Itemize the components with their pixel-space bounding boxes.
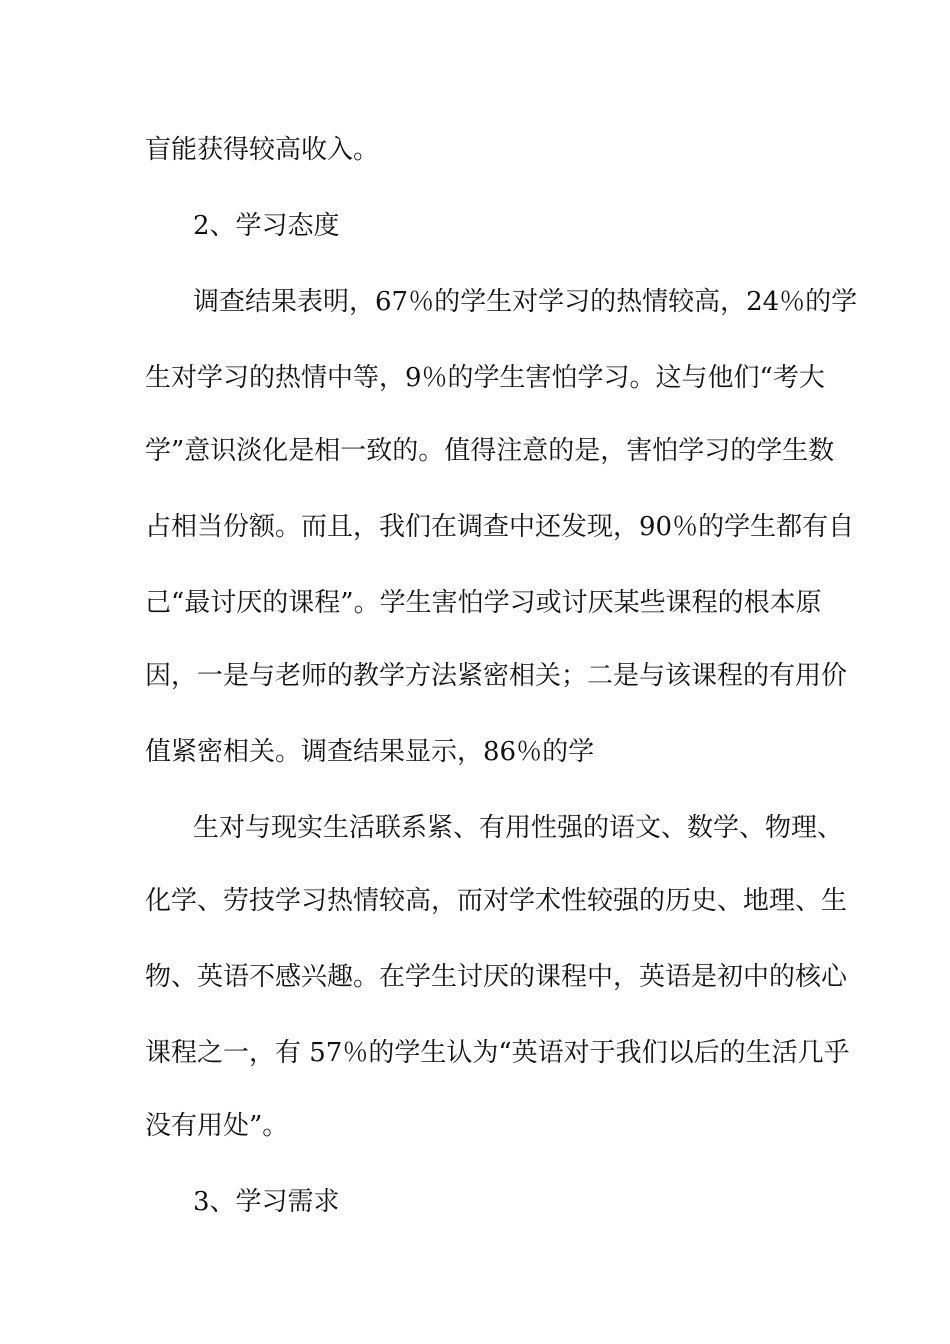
paragraph-line: 没有用处”。 — [145, 1111, 289, 1141]
paragraph-line: 己“最讨厌的课程”。学生害怕学习或讨厌某些课程的根本原 — [145, 588, 822, 618]
paragraph-line: 占相当份额。而且，我们在调查中还发现，90％的学生都有自 — [145, 512, 855, 542]
paragraph-line: 值紧密相关。调查结果显示，86％的学 — [145, 737, 595, 767]
paragraph-line: 生对与现实生活联系紧、有用性强的语文、数学、物理、 — [193, 813, 844, 843]
paragraph-line: 调查结果表明，67％的学生对学习的热情较高，24％的学 — [193, 287, 858, 317]
section-heading: 2、学习态度 — [193, 211, 340, 241]
paragraph-line: 因，一是与老师的教学方法紧密相关；二是与该课程的有用价 — [145, 661, 848, 691]
paragraph-line: 盲能获得较高收入。 — [145, 135, 380, 165]
paragraph-line: 学”意识淡化是相一致的。值得注意的是，害怕学习的学生数 — [145, 436, 835, 466]
paragraph-line: 物、英语不感兴趣。在学生讨厌的课程中，英语是初中的核心 — [145, 962, 848, 992]
paragraph-line: 生对学习的热情中等，9％的学生害怕学习。这与他们“考大 — [145, 363, 825, 393]
paragraph-line: 课程之一，有 57％的学生认为“英语对于我们以后的生活几乎 — [145, 1038, 850, 1068]
paragraph-line: 化学、劳技学习热情较高，而对学术性较强的历史、地理、生 — [145, 886, 848, 916]
section-heading: 3、学习需求 — [193, 1187, 340, 1217]
